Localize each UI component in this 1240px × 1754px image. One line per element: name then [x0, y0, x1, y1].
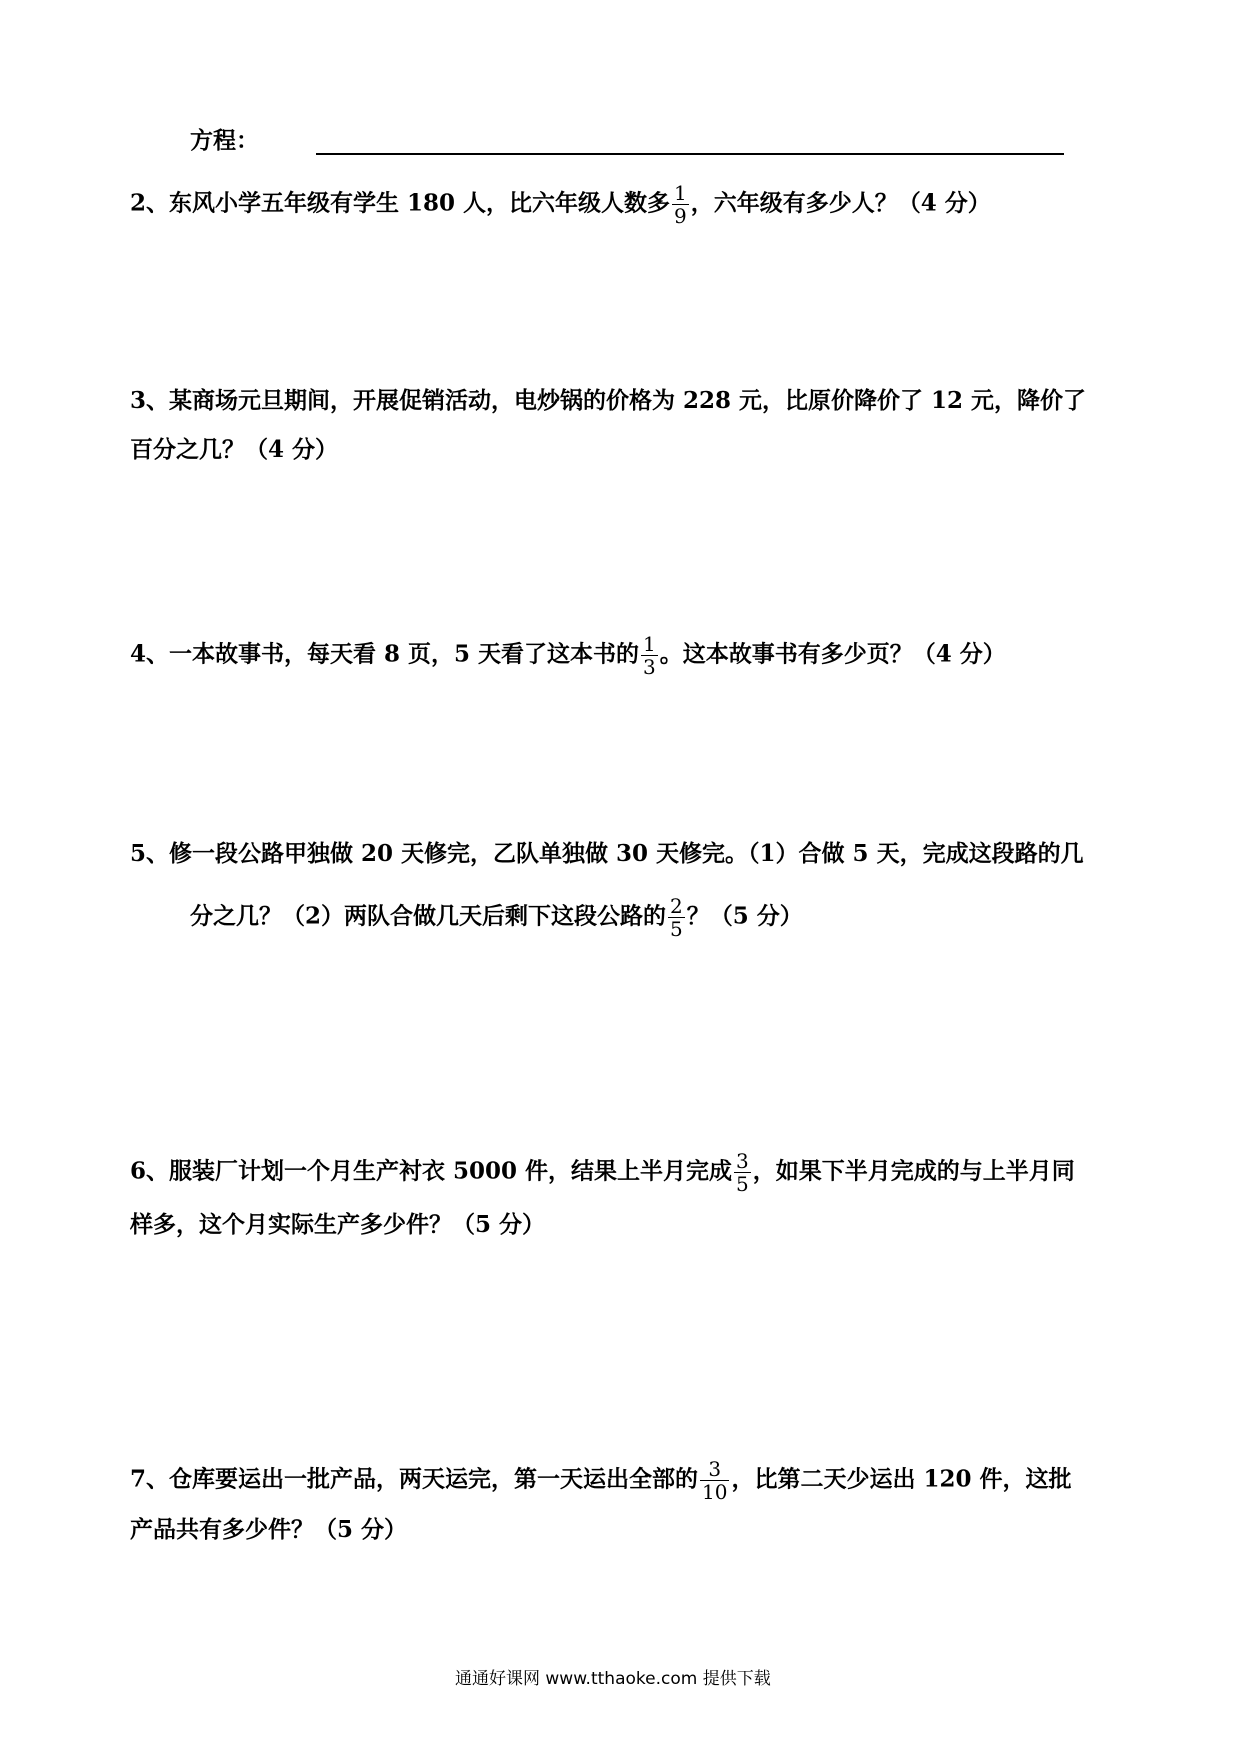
fraction-denominator: 5	[670, 917, 683, 941]
question-5-line-2	[190, 895, 803, 940]
question-3-line-1: 3、某商场元旦期间，开展促销活动，电炒锅的价格为 228 元，比原价降价了 12 元，降价了	[130, 387, 1087, 414]
question-4	[130, 633, 1006, 678]
question-5-text-b: ？（5 分）	[686, 902, 803, 930]
question-6-text-a: 6、服装厂计划一个月生产衬衣 5000 件，结果上半月完成	[130, 1157, 733, 1185]
fraction-numerator: 3	[700, 1458, 729, 1481]
question-6-fraction	[734, 1150, 751, 1195]
question-7-line-2: 产品共有多少件？（5 分）	[130, 1516, 408, 1543]
question-5-text-a: 分之几？（2）两队合做几天后剩下这段公路的	[190, 902, 667, 930]
question-6-text-b: ，如果下半月完成的与上半月同	[752, 1157, 1075, 1185]
question-2-text-a: 2、东风小学五年级有学生 180 人，比六年级人数多	[130, 189, 671, 217]
question-5-line-1: 5、修一段公路甲独做 20 天修完，乙队单独做 30 天修完。（1）合做 5 天，完成这段路的几	[130, 840, 1084, 867]
fraction-numerator: 3	[736, 1149, 749, 1173]
question-2	[130, 182, 991, 227]
question-7-text-b: ，比第二天少运出 120 件，这批	[731, 1465, 1072, 1493]
question-3-line-2: 百分之几？（4 分）	[130, 436, 339, 463]
question-5-fraction	[668, 895, 685, 940]
fraction-denominator: 5	[736, 1172, 749, 1196]
fraction-denominator: 3	[643, 655, 656, 679]
fraction-numerator: 1	[643, 632, 656, 656]
question-4-fraction	[641, 633, 658, 678]
fraction-numerator: 1	[674, 181, 687, 205]
equation-answer-line	[316, 153, 1064, 155]
question-4-text-a: 4、一本故事书，每天看 8 页，5 天看了这本书的	[130, 640, 640, 668]
question-7-fraction	[700, 1458, 729, 1503]
question-2-fraction	[672, 182, 689, 227]
question-6-line-1	[130, 1150, 1075, 1195]
question-7-text-a: 7、仓库要运出一批产品，两天运完，第一天运出全部的	[130, 1465, 699, 1493]
fraction-numerator: 2	[670, 894, 683, 918]
fraction-denominator: 9	[674, 204, 687, 228]
question-2-text-b: ，六年级有多少人？（4 分）	[690, 189, 991, 217]
question-6-line-2: 样多，这个月实际生产多少件？（5 分）	[130, 1211, 546, 1238]
fraction-denominator: 10	[702, 1480, 728, 1504]
equation-label: 方程：	[190, 127, 259, 154]
question-4-text-b: 。这本故事书有多少页？（4 分）	[659, 640, 1006, 668]
page-footer: 通通好课网 www.tthaoke.com 提供下载	[455, 1669, 771, 1689]
question-7-line-1	[130, 1458, 1072, 1503]
